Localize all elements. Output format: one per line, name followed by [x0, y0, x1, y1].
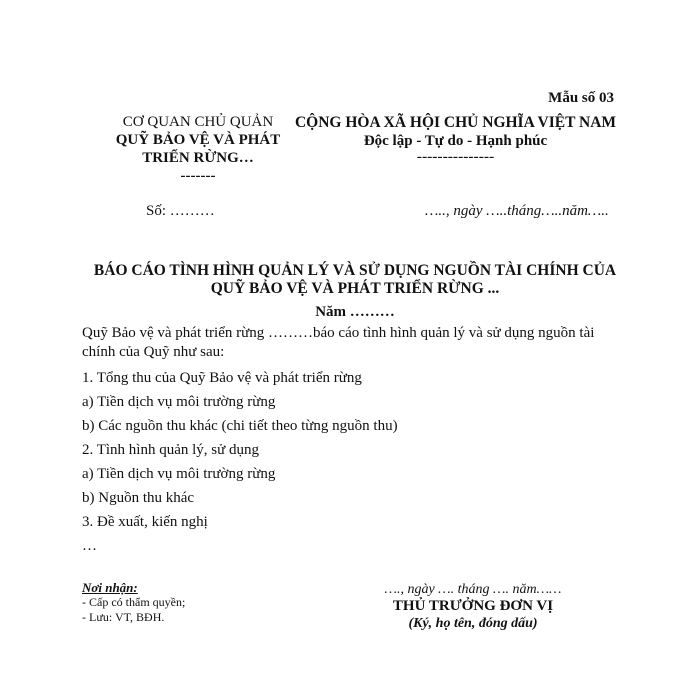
report-title-line2: QUỸ BẢO VỆ VÀ PHÁT TRIỂN RỪNG ...	[210, 280, 500, 297]
agency-divider: -------	[180, 168, 216, 184]
signature-date: …., ngày …. tháng …. năm……	[384, 582, 562, 597]
form-number: Mẫu số 03	[548, 90, 614, 106]
document-number: Số: ………	[146, 203, 215, 219]
issuing-agency-block	[108, 113, 288, 185]
report-item: a) Tiền dịch vụ môi trường rừng	[82, 466, 276, 482]
report-item: 2. Tình hình quản lý, sử dụng	[82, 442, 260, 458]
report-item: 3. Đề xuất, kiến nghị	[82, 514, 208, 530]
issue-date: ….., ngày …..tháng…..năm…..	[425, 203, 609, 219]
report-item: 1. Tổng thu của Quỹ Bảo vệ và phát triển rừng	[82, 370, 362, 386]
national-header-block	[288, 113, 623, 163]
report-year: Năm ………	[315, 304, 395, 320]
report-title	[60, 262, 650, 298]
national-motto: Độc lập - Tự do - Hạnh phúc	[363, 133, 548, 149]
intro-paragraph: Quỹ Bảo vệ và phát triển rừng ………báo cáo tình hình quản lý và sử dụng nguồn tài chính của Quỹ như sau:	[82, 325, 595, 360]
agency-name-line1: QUỸ BẢO VỆ VÀ PHÁT	[115, 132, 281, 148]
report-item: b) Nguồn thu khác	[82, 490, 195, 506]
signature-note: (Ký, họ tên, đóng dấu)	[408, 616, 538, 631]
signature-block	[362, 581, 584, 632]
recipients-label: Nơi nhận:	[82, 580, 138, 595]
report-items	[82, 366, 627, 558]
report-item: …	[82, 538, 97, 554]
report-item: b) Các nguồn thu khác (chi tiết theo từng nguồn thu)	[82, 418, 398, 434]
report-title-line1: BÁO CÁO TÌNH HÌNH QUẢN LÝ VÀ SỬ DỤNG NGUỒN TÀI CHÍNH CỦA	[93, 262, 617, 279]
country-name: CỘNG HÒA XÃ HỘI CHỦ NGHĨA VIỆT NAM	[294, 114, 617, 131]
recipients-block	[82, 580, 185, 625]
recipient-line: - Lưu: VT, BĐH.	[82, 610, 165, 624]
motto-divider: ---------------	[416, 148, 495, 165]
agency-name-line2: TRIỂN RỪNG…	[142, 150, 254, 166]
recipient-line: - Cấp có thẩm quyền;	[82, 595, 186, 609]
report-body	[82, 324, 627, 558]
parent-agency: CƠ QUAN CHỦ QUẢN	[122, 114, 274, 130]
report-item: a) Tiền dịch vụ môi trường rừng	[82, 394, 276, 410]
signer-title: THỦ TRƯỞNG ĐƠN VỊ	[392, 598, 554, 614]
